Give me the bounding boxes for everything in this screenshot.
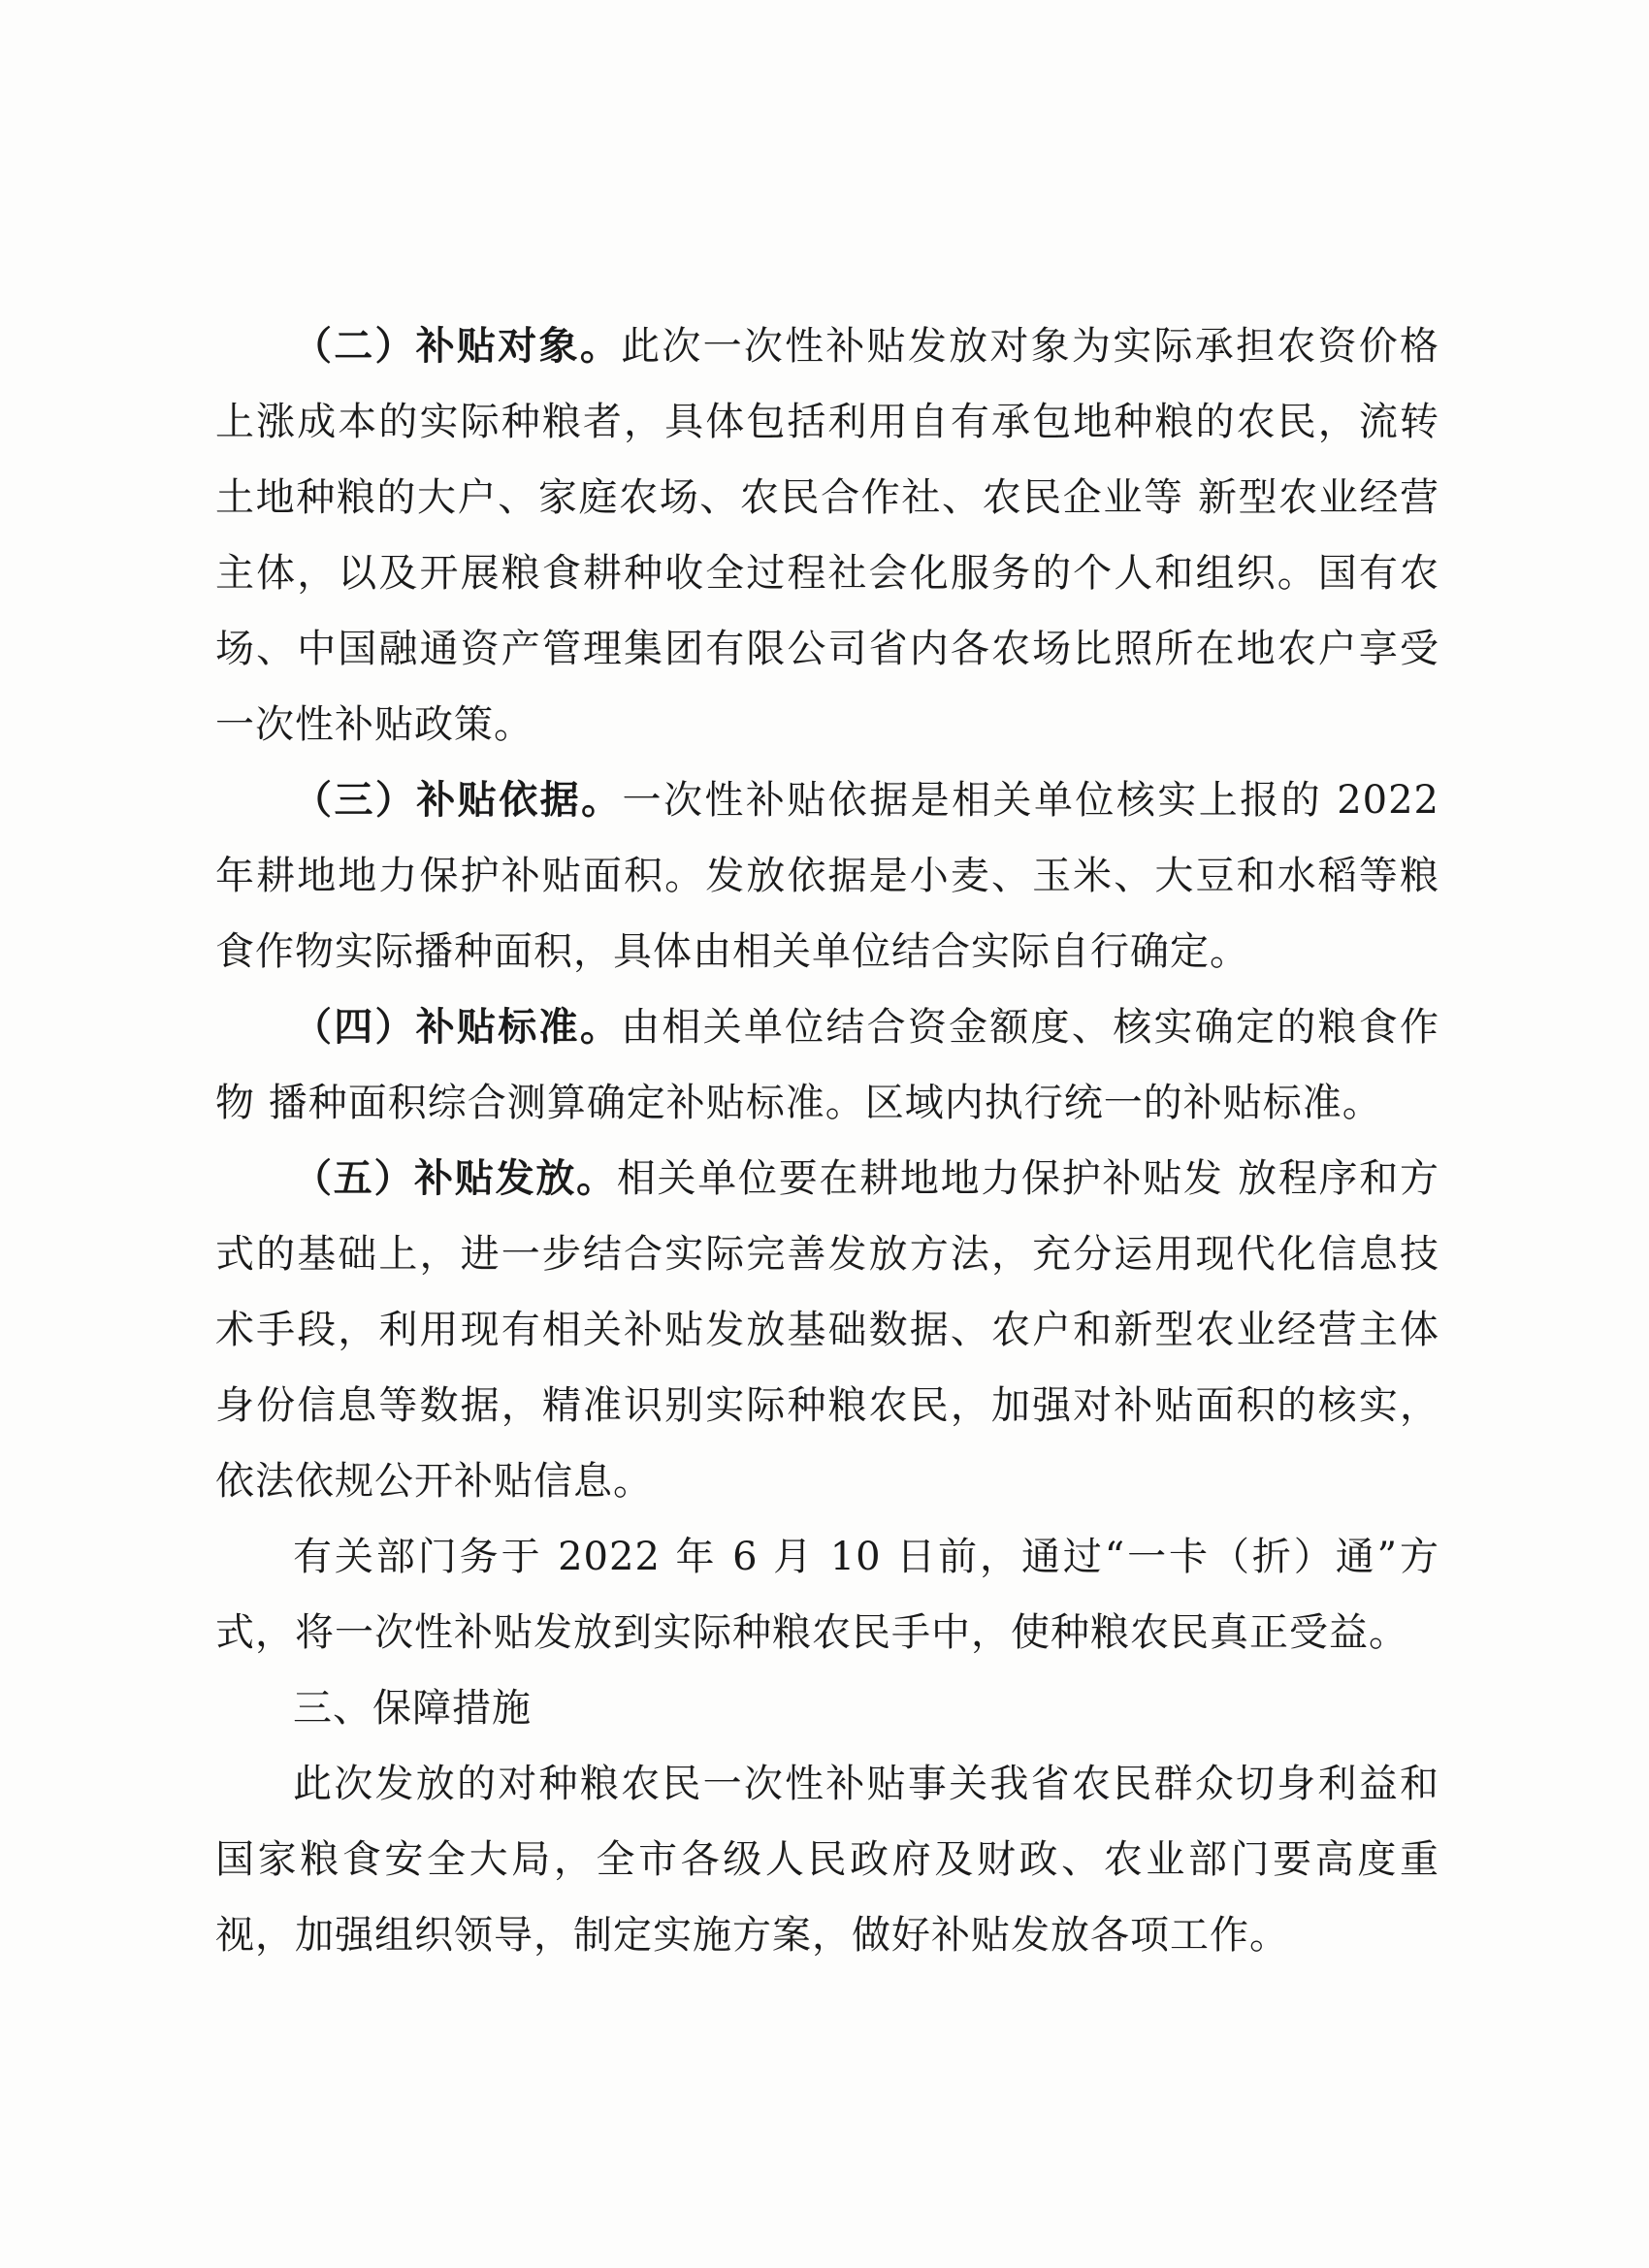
paragraph-text: 由相关单位结合资金额度、核实确定的粮食作物 播种面积综合测算确定补贴标准。区域内执行统一的补贴标准。 [215, 1005, 1440, 1125]
paragraph-lead: （四）补贴标准。 [293, 1004, 622, 1050]
paragraph-subsidy-recipients [215, 308, 1439, 762]
paragraph-text: 此次一次性补贴发放对象为实际承担农资价格上涨成本的实际种粮者，具体包括利用自有承包地种粮的农民，流转土地种粮的大户、家庭农场、农民合作社、农民企业等 新型农业经营主体，以及开展粮食耕种收全过程社会化服务的个人和组织。国有农场、中国融通资产管理集团有限公司省内各农场比照所在地农户享受一次性补贴政策。 [215, 324, 1440, 747]
paragraph-text: 一次性补贴依据是相关单位核实上报的 2022 年耕地地力保护补贴面积。发放依据是小麦、玉米、大豆和水稻等粮食作物实际播种面积，具体由相关单位结合实际自行确定。 [215, 778, 1440, 974]
paragraph-lead: （二）补贴对象。 [293, 323, 622, 369]
paragraph-text: 有关部门务于 2022 年 6 月 10 日前，通过“一卡（折）通”方式，将一次性补贴发放到实际种粮农民手中，使种粮农民真正受益。 [215, 1535, 1439, 1655]
paragraph-subsidy-standard [215, 989, 1439, 1141]
section-heading-safeguards: 三、保障措施 [293, 1686, 532, 1731]
paragraph-closing: 此次发放的对种粮农民一次性补贴事关我省农民群众切身利益和国家粮食安全大局，全市各级人民政府及财政、农业部门要高度重视，加强组织领导，制定实施方案，做好补贴发放各项工作。 [215, 1762, 1439, 1958]
paragraph-text: 相关单位要在耕地地力保护补贴发 放程序和方式的基础上，进一步结合实际完善发放方法，充分运用现代化信息技术手段，利用现有相关补贴发放基础数据、农户和新型农业经营主体身份信息等数据，精准识别实际种粮农民，加强对补贴面积的核实，依法依规公开补贴信息。 [215, 1156, 1439, 1504]
paragraph-subsidy-basis [215, 762, 1439, 989]
paragraph-lead: （五）补贴发放。 [293, 1155, 617, 1201]
paragraph-deadline [215, 1519, 1439, 1670]
document-body [215, 308, 1439, 1973]
paragraph-subsidy-distribution [215, 1141, 1439, 1519]
paragraph-lead: （三）补贴依据。 [293, 777, 623, 823]
